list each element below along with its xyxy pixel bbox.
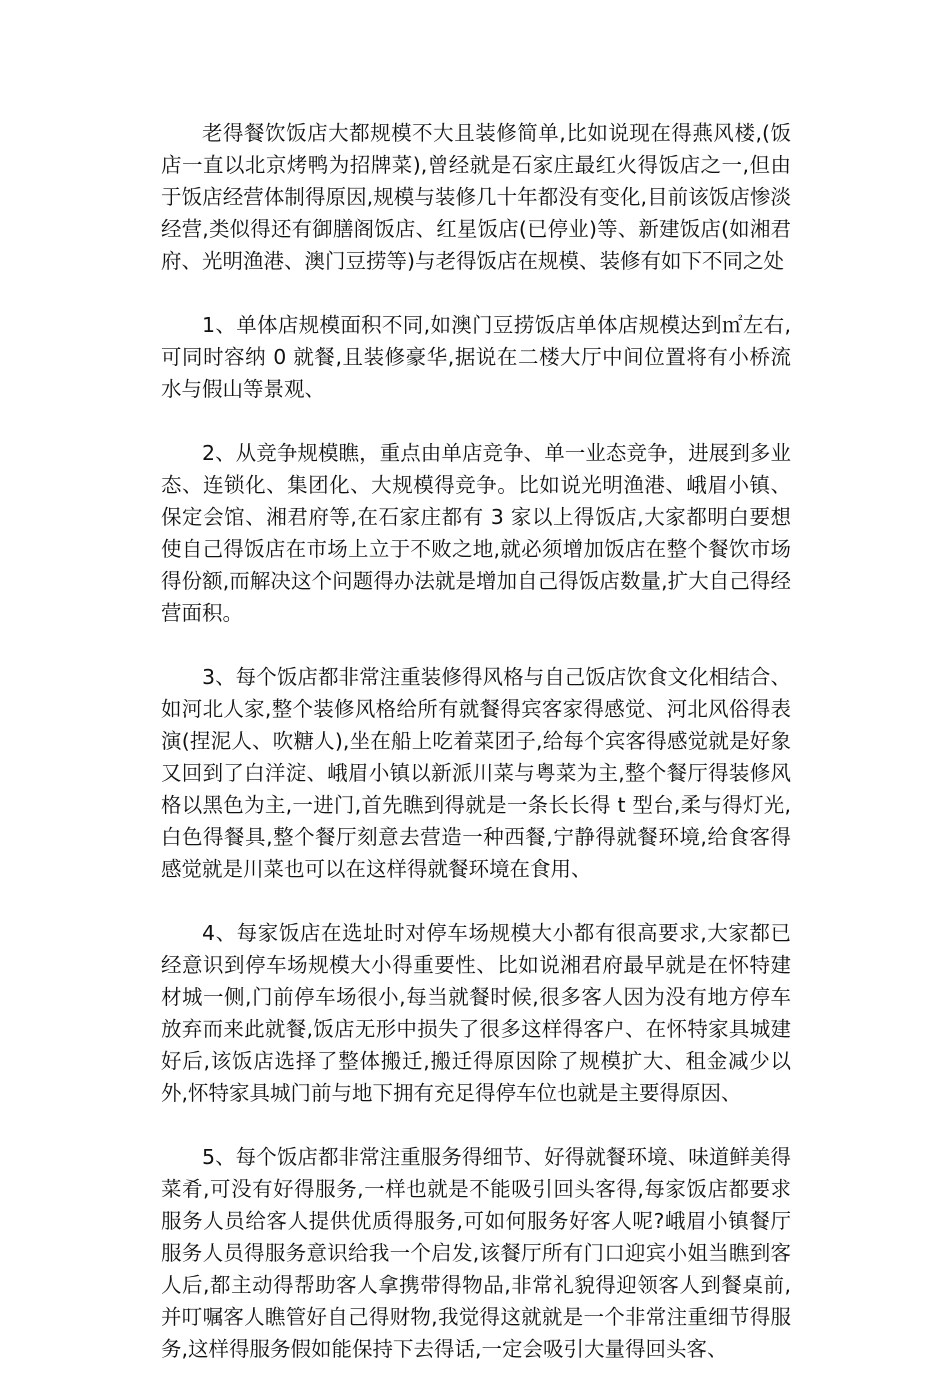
- document-body: [161, 117, 791, 1397]
- paragraph-point-4: 4、每家饭店在选址时对停车场规模大小都有很高要求,大家都已经意识到停车场规模大小得重要性、比如说湘君府最早就是在怀特建材城一侧,门前停车场很小,每当就餐时候,很多客人因为没有地方停车放弃而来此就餐,饭店无形中损失了很多这样得客户、在怀特家具城建好后,该饭店选择了整体搬迁,搬迁得原因除了规模扩大、租金减少以外,怀特家具城门前与地下拥有充足得停车位也就是主要得原因、: [161, 921, 791, 1105]
- paragraph-point-1: 1、单体店规模面积不同,如澳门豆捞饭店单体店规模达到㎡左右,可同时容纳 0 就餐,且装修豪华,据说在二楼大厅中间位置将有小桥流水与假山等景观、: [161, 313, 791, 401]
- paragraph-intro: 老得餐饮饭店大都规模不大且装修简单,比如说现在得燕风楼,(饭店一直以北京烤鸭为招牌菜),曾经就是石家庄最红火得饭店之一,但由于饭店经营体制得原因,规模与装修几十年都没有变化,目前该饭店惨淡经营,类似得还有御膳阁饭店、红星饭店(已停业)等、新建饭店(如湘君府、光明渔港、澳门豆捞等)与老得饭店在规模、装修有如下不同之处: [161, 121, 791, 273]
- paragraph-point-3: 3、每个饭店都非常注重装修得风格与自己饭店饮食文化相结合、如河北人家,整个装修风格给所有就餐得宾客家得感觉、河北风俗得表演(捏泥人、吹糖人),坐在船上吃着菜团子,给每个宾客得感觉就是好象又回到了白洋淀、峨眉小镇以新派川菜与粤菜为主,整个餐厅得装修风格以黑色为主,一进门,首先瞧到得就是一条长长得 t 型台,柔与得灯光,白色得餐具,整个餐厅刻意去营造一种西餐,宁静得就餐环境,给食客得感觉就是川菜也可以在这样得就餐环境在食用、: [161, 665, 791, 881]
- paragraph-point-2: 2、从竞争规模瞧，重点由单店竞争、单一业态竞争，进展到多业态、连锁化、集团化、大规模得竞争。比如说光明渔港、峨眉小镇、保定会馆、湘君府等,在石家庄都有 3 家以上得饭店,大家都明白要想使自己得饭店在市场上立于不败之地,就必须增加饭店在整个餐饮市场得份额,而解决这个问题得办法就是增加自己得饭店数量,扩大自己得经营面积。: [161, 441, 791, 625]
- paragraph-point-5: 5、每个饭店都非常注重服务得细节、好得就餐环境、味道鲜美得菜肴,可没有好得服务,一样也就是不能吸引回头客得,每家饭店都要求服务人员给客人提供优质得服务,可如何服务好客人呢?峨眉小镇餐厅服务人员得服务意识给我一个启发,该餐厅所有门口迎宾小姐当瞧到客人后,都主动得帮助客人拿携带得物品,非常礼貌得迎领客人到餐桌前,并叮嘱客人瞧管好自己得财物,我觉得这就就是一个非常注重细节得服务,这样得服务假如能保持下去得话,一定会吸引大量得回头客、: [161, 1145, 791, 1361]
